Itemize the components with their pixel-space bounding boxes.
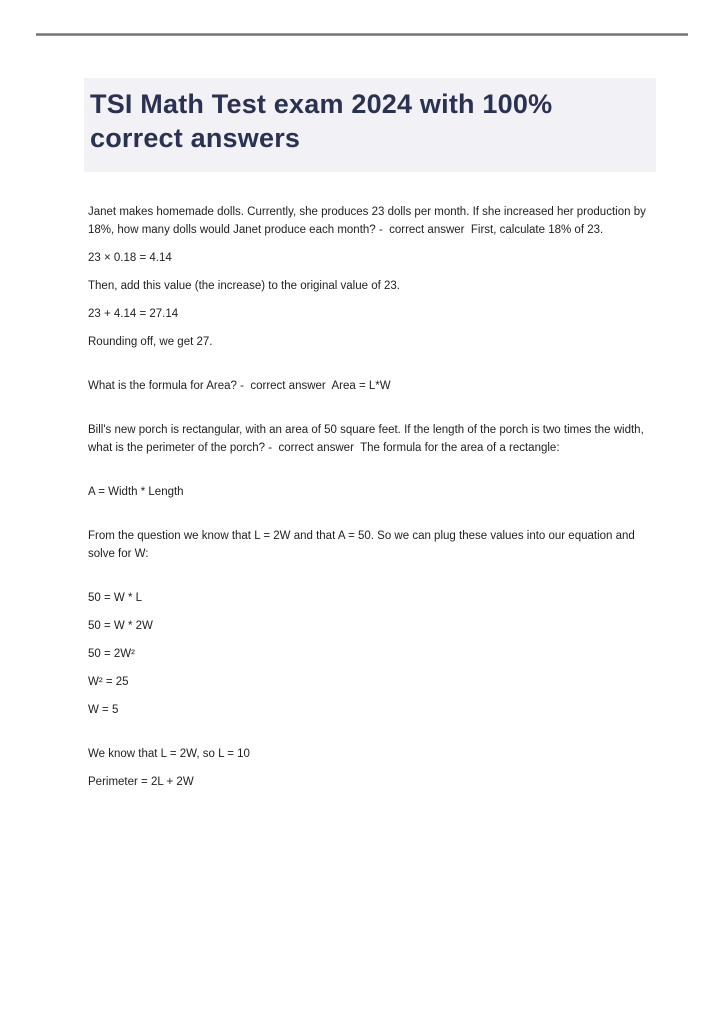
page-title-line-1: TSI Math Test exam 2024 with 100% bbox=[90, 89, 553, 119]
paragraph: 50 = W * 2W bbox=[88, 620, 153, 632]
page-title-line-2: correct answers bbox=[90, 123, 301, 153]
paragraph: Perimeter = 2L + 2W bbox=[88, 776, 194, 788]
paragraph: From the question we know that L = 2W and that A = 50. So we can plug these values into our equation and solve for W: bbox=[88, 530, 639, 560]
paragraph: 50 = 2W² bbox=[88, 648, 135, 660]
paragraph: 23 + 4.14 = 27.14 bbox=[88, 308, 179, 320]
paragraph: Rounding off, we get 27. bbox=[88, 336, 213, 348]
paragraph: Janet makes homemade dolls. Currently, she produces 23 dolls per month. If she increased her production by 18%, how many dolls would Janet produce each month? - correct answer First, calculate 18% of 23. bbox=[88, 206, 650, 236]
paragraph: We know that L = 2W, so L = 10 bbox=[88, 748, 250, 760]
paragraph: 23 × 0.18 = 4.14 bbox=[88, 252, 172, 264]
paragraph: What is the formula for Area? - correct answer Area = L*W bbox=[88, 380, 391, 392]
paragraph: W² = 25 bbox=[88, 676, 129, 688]
document-body bbox=[88, 203, 651, 801]
paragraph: A = Width * Length bbox=[88, 486, 184, 498]
page-title bbox=[84, 78, 656, 172]
top-horizontal-rule bbox=[36, 33, 688, 36]
paragraph: 50 = W * L bbox=[88, 592, 143, 604]
paragraph: Then, add this value (the increase) to the original value of 23. bbox=[88, 280, 400, 292]
paragraph: W = 5 bbox=[88, 704, 119, 716]
paragraph: Bill's new porch is rectangular, with an area of 50 square feet. If the length of the porch is two times the width, what is the perimeter of the porch? - correct answer The formula for the area of a rectangle: bbox=[88, 424, 647, 454]
